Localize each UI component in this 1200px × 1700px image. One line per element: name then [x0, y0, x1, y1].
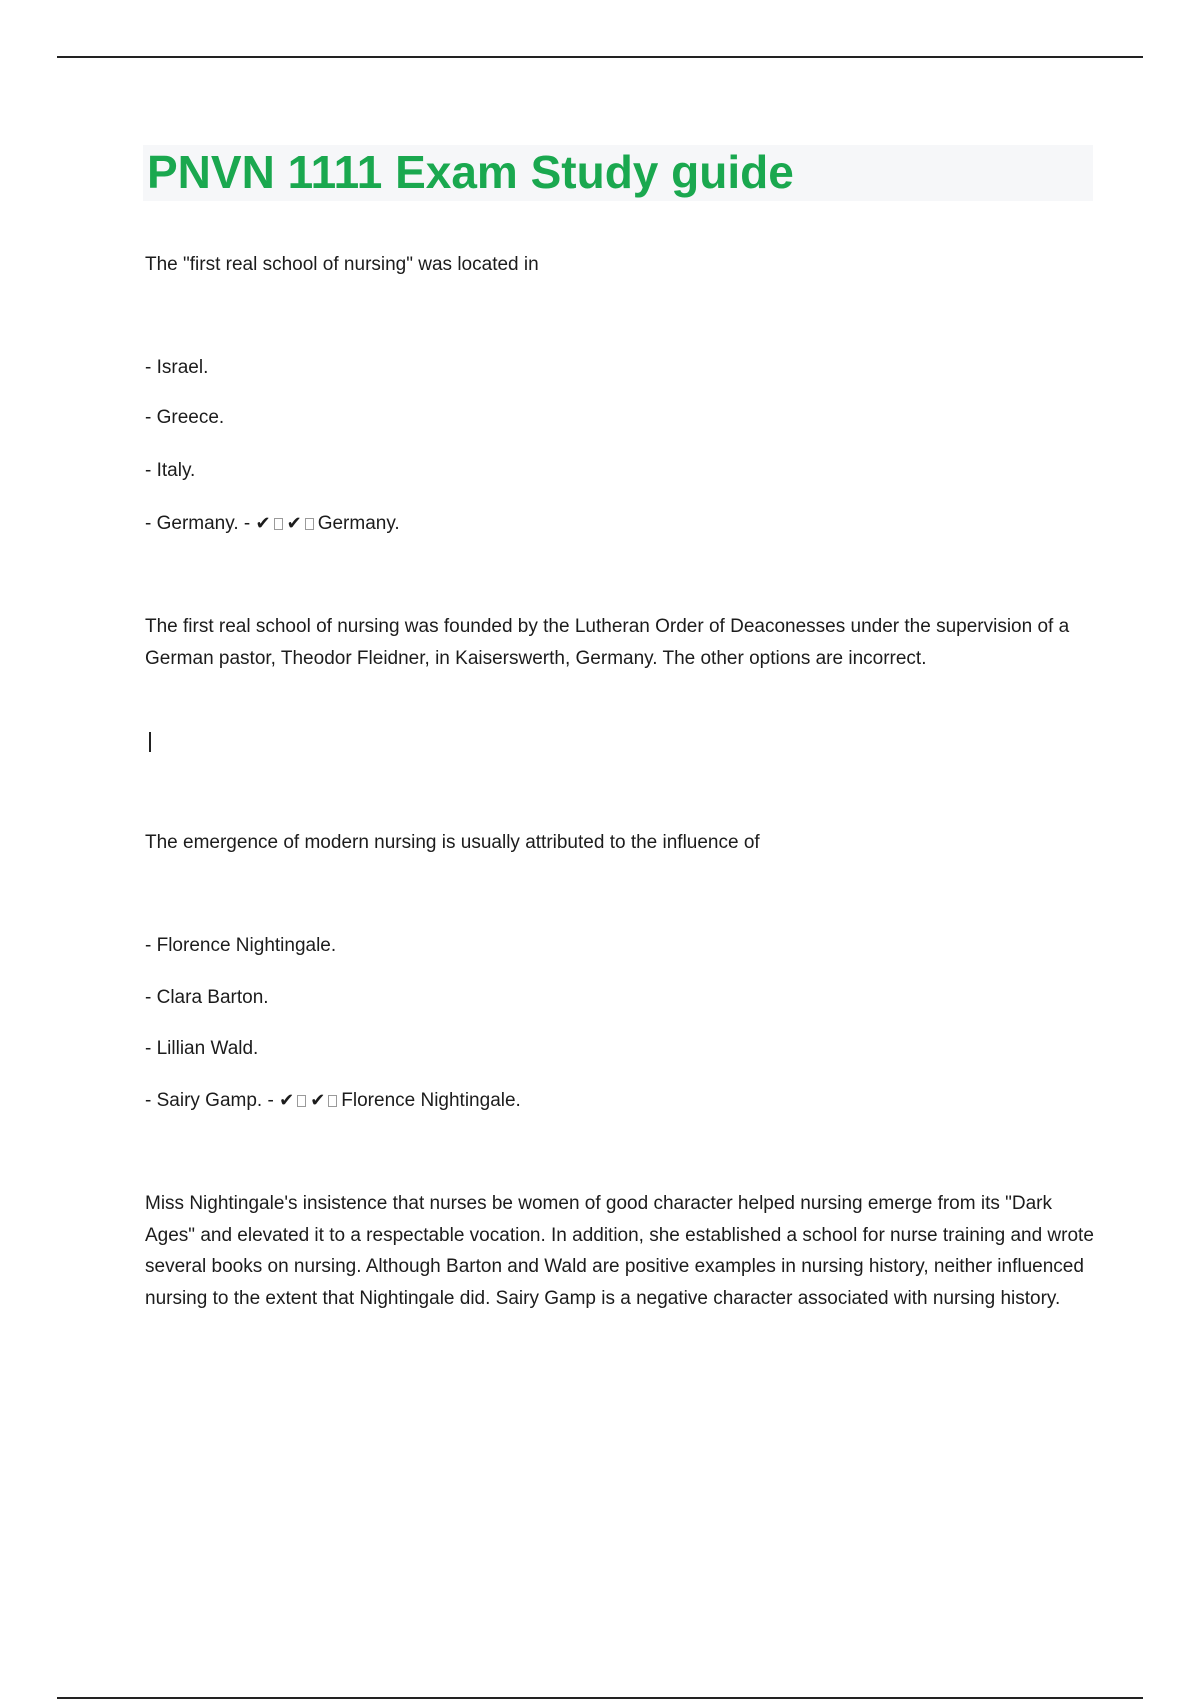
box-icon — [305, 518, 314, 530]
check-icon: ✔ — [255, 513, 271, 534]
box-icon — [328, 1095, 337, 1107]
text-cursor — [149, 732, 151, 752]
question-1-option-2: - Greece. — [145, 407, 225, 428]
question-1-answer: Germany. — [317, 513, 400, 534]
question-2-prompt: The emergence of modern nursing is usually attributed to the influence of — [145, 832, 760, 853]
question-2-option-3: - Lillian Wald. — [145, 1038, 259, 1059]
question-2-option-4-label: - Sairy Gamp. - — [145, 1090, 274, 1111]
question-1-option-4 — [145, 508, 400, 540]
question-1-option-3: - Italy. — [145, 460, 196, 481]
question-2-option-1: - Florence Nightingale. — [145, 935, 337, 956]
question-2-rationale: Miss Nightingale's insistence that nurses be women of good character helped nursing emerge from its "Dark Ages" and elevated it to a respectable vocation. In addition, she established a school for nurse training and wrote several books on nursing. Although Barton and Wald are positive examples in nursing history, neither influenced nursing to the extent that Nightingale did. Sairy Gamp is a negative character associated with nursing history. — [145, 1193, 1094, 1309]
question-2-answer: Florence Nightingale. — [341, 1090, 521, 1111]
check-icon: ✔ — [279, 1090, 295, 1111]
top-rule — [57, 56, 1143, 58]
question-1-rationale: The first real school of nursing was founded by the Lutheran Order of Deaconesses under the supervision of a German pastor, Theodor Fleidner, in Kaiserswerth, Germany. The other options are incorrect. — [145, 616, 1070, 669]
check-icon: ✔ — [310, 1090, 326, 1111]
question-2-option-2: - Clara Barton. — [145, 987, 269, 1008]
bottom-rule — [57, 1697, 1143, 1699]
box-icon — [274, 518, 283, 530]
page-title: PNVN 1111 Exam Study guide — [147, 146, 794, 198]
question-1-option-4-label: - Germany. - — [145, 513, 251, 534]
question-1-option-1: - Israel. — [145, 357, 209, 378]
check-icon: ✔ — [286, 513, 302, 534]
box-icon — [297, 1095, 306, 1107]
question-1-prompt: The "first real school of nursing" was located in — [145, 254, 539, 275]
question-2-option-4 — [145, 1085, 521, 1117]
